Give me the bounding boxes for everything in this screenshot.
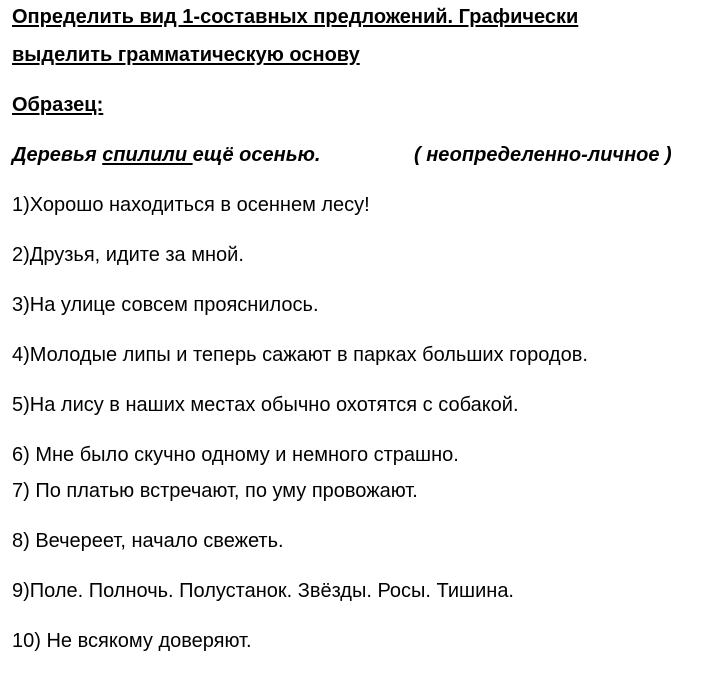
sample-subject: Деревья [12, 144, 97, 166]
sentence-5: 5)На лису в наших местах обычно охотятся с собакой. [12, 394, 519, 416]
sentence-7: 7) По платью встречают, по уму провожают. [12, 480, 418, 502]
sample-rest: ещё осенью. [192, 144, 321, 166]
task-title-line-2: выделить грамматическую основу [12, 44, 360, 66]
sentence-8: 8) Вечереет, начало свежеть. [12, 530, 284, 552]
sample-type-label: ( неопределенно-личное ) [414, 144, 672, 166]
sample-sentence [12, 144, 320, 167]
sample-predicate: спилили [102, 144, 193, 166]
sentence-10: 10) Не всякому доверяют. [12, 630, 252, 652]
task-title-line-1: Определить вид 1-составных предложений. Графически [12, 6, 579, 28]
sentence-3: 3)На улице совсем прояснилось. [12, 294, 319, 316]
sentence-1: 1)Хорошо находиться в осеннем лесу! [12, 194, 370, 216]
sample-label: Образец: [12, 94, 104, 116]
sentence-6: 6) Мне было скучно одному и немного страшно. [12, 444, 459, 466]
sentence-9: 9)Поле. Полночь. Полустанок. Звёзды. Росы. Тишина. [12, 580, 514, 602]
sentence-4: 4)Молодые липы и теперь сажают в парках больших городов. [12, 344, 588, 366]
sentence-2: 2)Друзья, идите за мной. [12, 244, 244, 266]
